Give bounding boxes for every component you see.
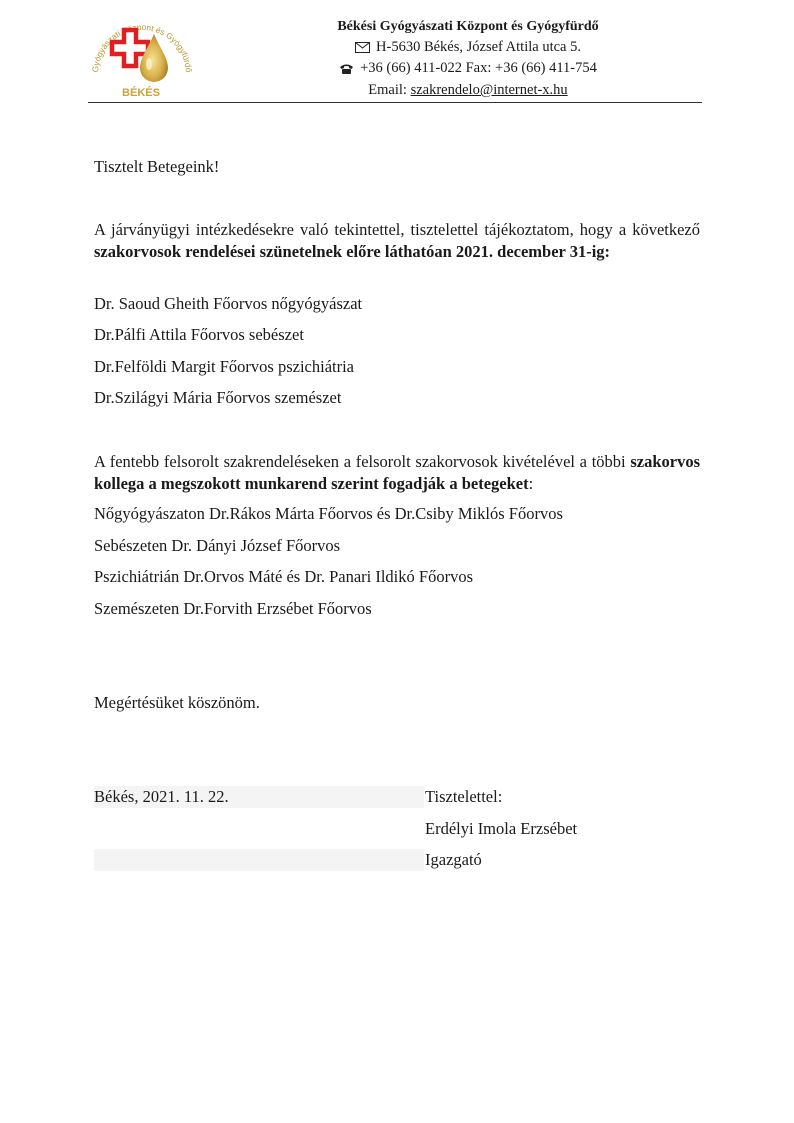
- phone-line: [250, 58, 686, 79]
- empty-cell-shading: [94, 849, 424, 871]
- para1-text: A járványügyi intézkedésekre való tekintettel, tisztelettel tájékoztatom, hogy a következő: [94, 220, 700, 239]
- doctor-detail: Főorvos nőgyógyászat: [209, 294, 363, 313]
- email-line: [250, 80, 686, 101]
- logo-bottom-text: BÉKÉS: [122, 87, 160, 99]
- email-link[interactable]: szakrendelo@internet-x.hu: [410, 82, 568, 98]
- para2-end: :: [528, 474, 534, 493]
- signer-title: Igazgató: [425, 850, 482, 869]
- address-line: [250, 37, 686, 58]
- regards: Tisztelettel:: [425, 787, 503, 806]
- doctor-detail: Főorvos szemészet: [212, 388, 342, 407]
- doctor-name: Dr. Saoud Gheith: [94, 294, 210, 313]
- doctor-name: Dr.Szilágyi Mária: [94, 388, 213, 407]
- doctor-name: Dr.Pálfi Attila: [94, 325, 187, 344]
- envelope-icon: [355, 42, 370, 53]
- para2-bold-text: szakorvos kollega a megszokott munkarend szerint fogadják a betegeket: [94, 452, 700, 493]
- available-item: Pszichiátrián Dr.Orvos Máté és Dr. Panari Ildikó Főorvos: [94, 567, 473, 586]
- paragraph-suspended-intro: [94, 219, 700, 263]
- closing-line: Megértésüket köszönöm.: [94, 693, 260, 712]
- para2-text: A fentebb felsorolt szakrendeléseken a felsorolt szakorvosok kivételével a többi: [94, 452, 631, 471]
- doctor-detail: Főorvos pszichiátria: [215, 357, 354, 376]
- suspended-item: [94, 293, 700, 315]
- place-date: Békés, 2021. 11. 22.: [94, 787, 229, 806]
- organization-name: Békési Gyógyászati Központ és Gyógyfürdő: [337, 19, 599, 34]
- header-divider: [88, 102, 702, 103]
- address-text: H-5630 Békés, József Attila utca 5.: [376, 39, 581, 55]
- phone-text: +36 (66) 411-022 Fax: +36 (66) 411-754: [360, 60, 597, 76]
- email-label: Email:: [368, 82, 411, 98]
- para1-bold-text: szakorvosok rendelései szünetelnek előre láthatóan 2021. december 31-ig:: [94, 242, 611, 261]
- available-item: Sebészeten Dr. Dányi József Főorvos: [94, 536, 341, 555]
- telephone-icon: [339, 63, 354, 75]
- signer-name: Erdélyi Imola Erzsébet: [425, 819, 578, 838]
- doctor-detail: Főorvos sebészet: [186, 325, 304, 344]
- suspended-item: [94, 356, 700, 378]
- suspended-item: [94, 387, 700, 409]
- paragraph-available-intro: [94, 451, 700, 495]
- suspended-item: [94, 324, 700, 346]
- logo-arc-text: Gyógyászati Központ és Gyógyfürdő: [89, 21, 195, 73]
- available-item: Nőgyógyászaton Dr.Rákos Márta Főorvos és Dr.Csiby Miklós Főorvos: [94, 504, 563, 523]
- greeting: Tisztelt Betegeink!: [94, 157, 220, 176]
- institution-logo: [82, 12, 200, 102]
- available-item: Szemészeten Dr.Forvith Erzsébet Főorvos: [94, 599, 372, 618]
- doctor-name: Dr.Felföldi Margit: [94, 357, 216, 376]
